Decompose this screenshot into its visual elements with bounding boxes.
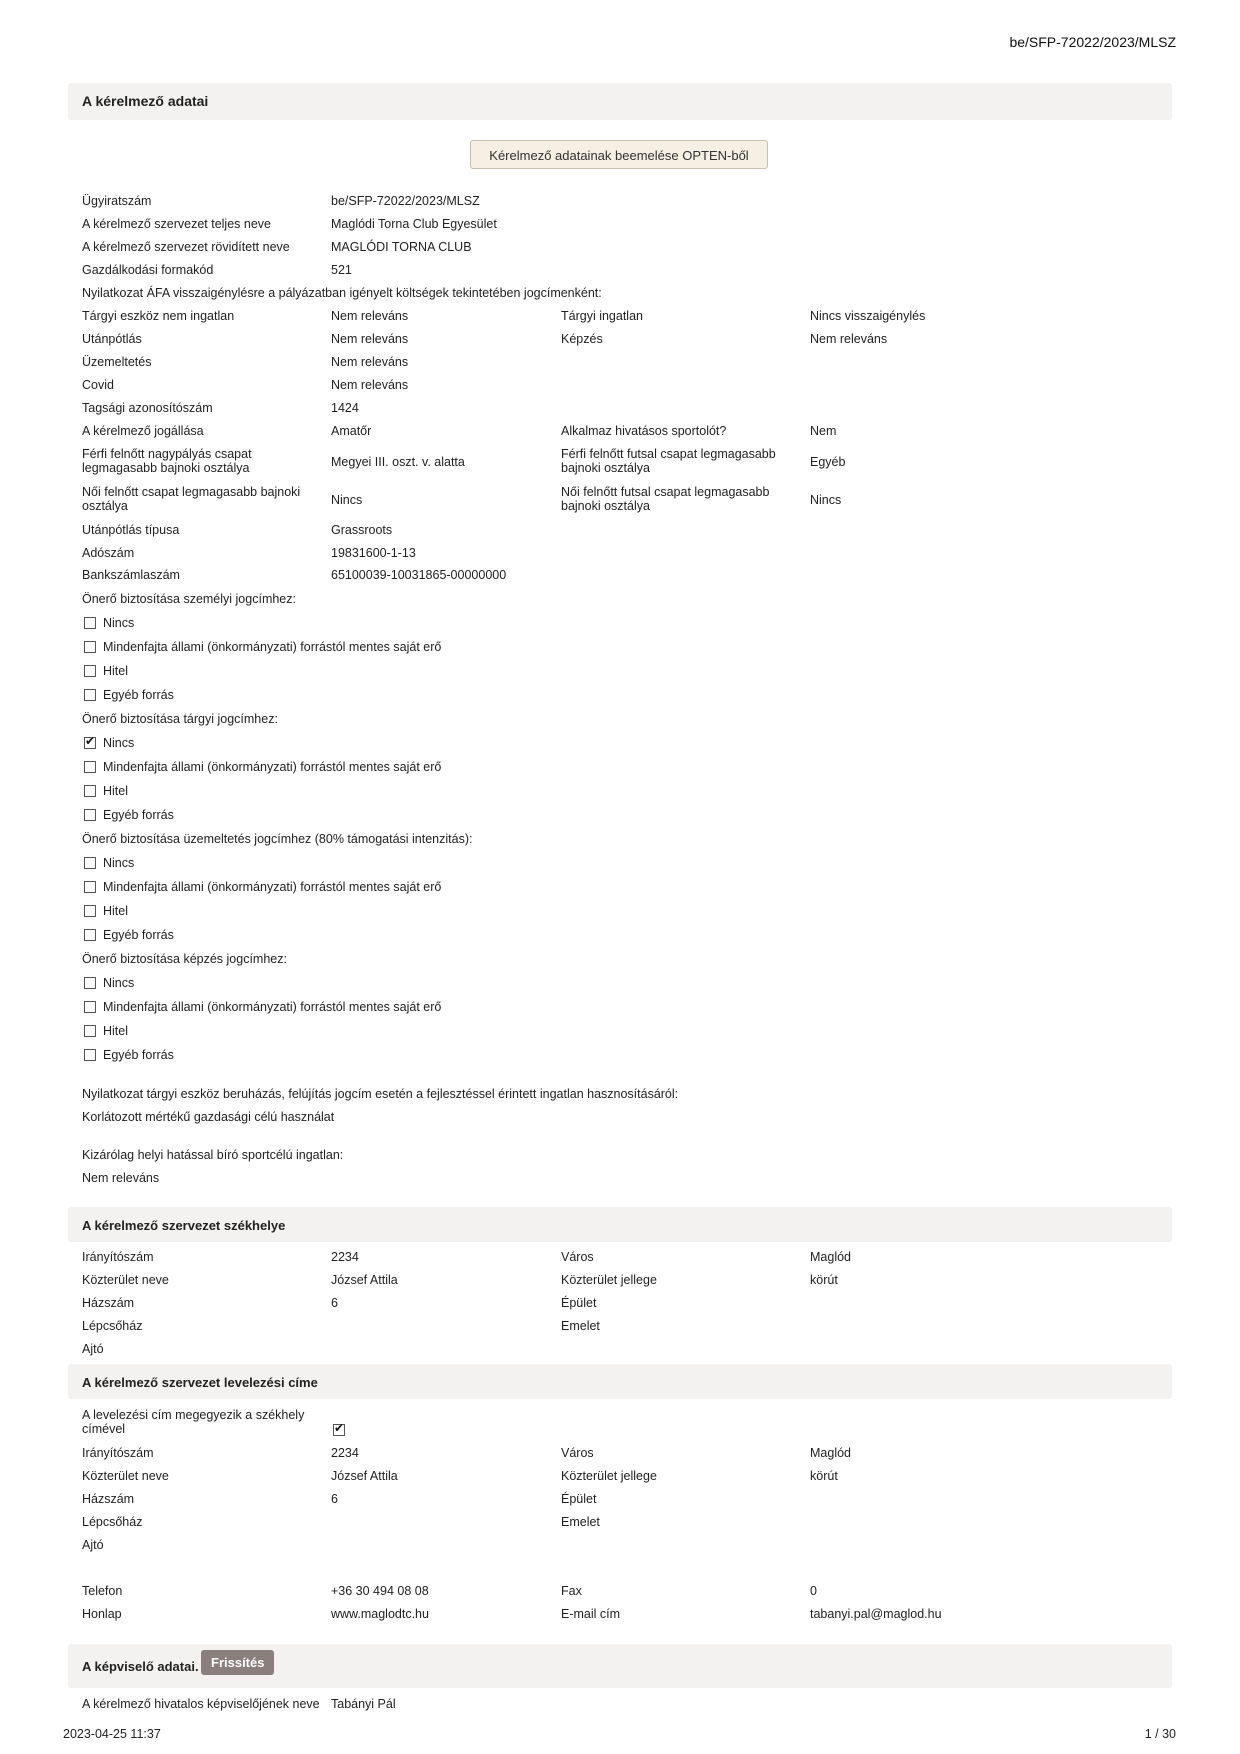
vat-row-value: Nem releváns [331, 309, 409, 323]
member-id-label: Tagsági azonosítószám [82, 401, 213, 415]
women-futsal-value: Nincs [810, 493, 842, 507]
mail-zip-value: 2234 [331, 1446, 359, 1460]
mail-building-label: Épület [561, 1492, 597, 1506]
own-funds-checkbox[interactable] [84, 785, 96, 797]
own-funds-checkbox[interactable] [84, 737, 96, 749]
pro-athlete-value: Nem [810, 424, 837, 438]
mail-house-value: 6 [331, 1492, 338, 1506]
mail-street-label: Közterület neve [82, 1469, 169, 1483]
own-funds-title: Önerő biztosítása tárgyi jogcímhez: [82, 712, 278, 726]
seat-house-value: 6 [331, 1296, 338, 1310]
own-funds-title: Önerő biztosítása üzemeltetés jogcímhez (80% támogatási intenzitás): [82, 832, 473, 846]
mail-same-checkbox[interactable] [333, 1424, 345, 1436]
seat-section-header [68, 1207, 1172, 1242]
seat-house-label: Házszám [82, 1296, 135, 1310]
mail-zip-label: Irányítószám [82, 1446, 154, 1460]
bank-account-label: Bankszámlaszám [82, 568, 180, 582]
vat-row-label: Tárgyi ingatlan [561, 309, 643, 323]
opten-import-button[interactable]: Kérelmező adatainak beemelése OPTEN-ből [470, 140, 768, 169]
tax-number-value: 19831600-1-13 [331, 546, 416, 560]
vat-row-label: Utánpótlás [82, 332, 142, 346]
vat-row-label: Üzemeltetés [82, 355, 152, 369]
women-league-label: Női felnőtt csapat legmagasabb bajnoki osztálya [82, 485, 301, 513]
vat-row-value: Nem releváns [331, 378, 409, 392]
rep-section-title: A képviselő adatai. [82, 1659, 199, 1674]
short-name-value: MAGLÓDI TORNA CLUB [331, 240, 472, 254]
phone-value: +36 30 494 08 08 [331, 1584, 429, 1598]
seat-city-value: Maglód [810, 1250, 851, 1264]
tax-number-label: Adószám [82, 546, 135, 560]
own-funds-checkbox[interactable] [84, 977, 96, 989]
mail-street-type-value: körút [810, 1469, 838, 1483]
mail-street-value: József Attila [331, 1469, 398, 1483]
vat-row-value: Nem releváns [331, 332, 409, 346]
seat-building-label: Épület [561, 1296, 597, 1310]
full-name-value: Maglódi Torna Club Egyesület [331, 217, 497, 231]
own-funds-option-label: Nincs [103, 616, 135, 630]
fax-value: 0 [810, 1584, 817, 1598]
men-league-value: Megyei III. oszt. v. alatta [331, 455, 465, 469]
seat-zip-label: Irányítószám [82, 1250, 154, 1264]
vat-row-value: Nem releváns [810, 332, 888, 346]
own-funds-option-label: Hitel [103, 1024, 129, 1038]
own-funds-option-label: Hitel [103, 664, 129, 678]
own-funds-option-label: Nincs [103, 976, 135, 990]
seat-zip-value: 2234 [331, 1250, 359, 1264]
own-funds-title: Önerő biztosítása személyi jogcímhez: [82, 592, 296, 606]
women-league-value: Nincs [331, 493, 363, 507]
mail-floor-label: Emelet [561, 1515, 600, 1529]
phone-label: Telefon [82, 1584, 123, 1598]
local-property-value: Nem releváns [82, 1171, 160, 1185]
econ-code-label: Gazdálkodási formakód [82, 263, 214, 277]
own-funds-checkbox[interactable] [84, 761, 96, 773]
own-funds-checkbox[interactable] [84, 929, 96, 941]
vat-statement: Nyilatkozat ÁFA visszaigénylésre a pályázatban igényelt költségek tekintetében jogcímenként: [82, 286, 602, 300]
own-funds-checkbox[interactable] [84, 1049, 96, 1061]
own-funds-checkbox[interactable] [84, 881, 96, 893]
vat-row-value: Nincs visszaigénylés [810, 309, 926, 323]
refresh-button[interactable]: Frissítés [201, 1650, 274, 1675]
fax-label: Fax [561, 1584, 582, 1598]
legal-status-label: A kérelmező jogállása [82, 424, 204, 438]
own-funds-checkbox[interactable] [84, 809, 96, 821]
own-funds-checkbox[interactable] [84, 641, 96, 653]
seat-stair-label: Lépcsőház [82, 1319, 143, 1333]
own-funds-checkbox[interactable] [84, 689, 96, 701]
youth-type-value: Grassroots [331, 523, 393, 537]
mail-door-label: Ajtó [82, 1538, 104, 1552]
men-league-label: Férfi felnőtt nagypályás csapat legmagasabb bajnoki osztálya [82, 447, 252, 475]
seat-section-title: A kérelmező szervezet székhelye [82, 1218, 286, 1233]
short-name-label: A kérelmező szervezet rövidített neve [82, 240, 290, 254]
mail-section-header [68, 1364, 1172, 1399]
mail-section-title: A kérelmező szervezet levelezési címe [82, 1375, 318, 1390]
case-number-value: be/SFP-72022/2023/MLSZ [331, 194, 480, 208]
own-funds-option-label: Mindenfajta állami (önkormányzati) forrástól mentes saját erő [103, 880, 442, 894]
men-futsal-value: Egyéb [810, 455, 846, 469]
youth-type-label: Utánpótlás típusa [82, 523, 180, 537]
seat-door-label: Ajtó [82, 1342, 104, 1356]
econ-code-value: 521 [331, 263, 352, 277]
own-funds-option-label: Mindenfajta állami (önkormányzati) forrástól mentes saját erő [103, 760, 442, 774]
legal-status-value: Amatőr [331, 424, 372, 438]
seat-street-label: Közterület neve [82, 1273, 169, 1287]
own-funds-option-label: Mindenfajta állami (önkormányzati) forrástól mentes saját erő [103, 640, 442, 654]
footer-timestamp: 2023-04-25 11:37 [63, 1727, 161, 1741]
document-id: be/SFP-72022/2023/MLSZ [1009, 34, 1176, 50]
bank-account-value: 65100039-10031865-00000000 [331, 568, 507, 582]
email-label: E-mail cím [561, 1607, 621, 1621]
pro-athlete-label: Alkalmaz hivatásos sportolót? [561, 424, 727, 438]
own-funds-checkbox[interactable] [84, 905, 96, 917]
own-funds-title: Önerő biztosítása képzés jogcímhez: [82, 952, 287, 966]
own-funds-checkbox[interactable] [84, 1025, 96, 1037]
own-funds-checkbox[interactable] [84, 857, 96, 869]
mail-street-type-label: Közterület jellege [561, 1469, 657, 1483]
own-funds-checkbox[interactable] [84, 665, 96, 677]
case-number-label: Ügyiratszám [82, 194, 152, 208]
mail-house-label: Házszám [82, 1492, 135, 1506]
vat-row-label: Tárgyi eszköz nem ingatlan [82, 309, 235, 323]
seat-street-value: József Attila [331, 1273, 398, 1287]
own-funds-checkbox[interactable] [84, 617, 96, 629]
mail-same-label: A levelezési cím megegyezik a székhely címével [82, 1408, 305, 1436]
seat-floor-label: Emelet [561, 1319, 600, 1333]
vat-row-label: Képzés [561, 332, 603, 346]
seat-street-type-label: Közterület jellege [561, 1273, 657, 1287]
seat-city-label: Város [561, 1250, 594, 1264]
web-value: www.maglodtc.hu [331, 1607, 429, 1621]
men-futsal-label: Férfi felnőtt futsal csapat legmagasabb bajnoki osztálya [561, 447, 776, 475]
vat-row-value: Nem releváns [331, 355, 409, 369]
own-funds-option-label: Egyéb forrás [103, 928, 174, 942]
footer-page-number: 1 / 30 [1144, 1727, 1176, 1741]
own-funds-option-label: Egyéb forrás [103, 688, 174, 702]
mail-city-value: Maglód [810, 1446, 851, 1460]
local-property-label: Kizárólag helyi hatással bíró sportcélú ingatlan: [82, 1148, 344, 1162]
own-funds-option-label: Hitel [103, 784, 129, 798]
property-use-label: Nyilatkozat tárgyi eszköz beruházás, felújítás jogcím esetén a fejlesztéssel érintett ingatlan hasznosításáról: [82, 1087, 679, 1101]
own-funds-option-label: Nincs [103, 736, 135, 750]
property-use-value: Korlátozott mértékű gazdasági célú használat [82, 1110, 335, 1124]
web-label: Honlap [82, 1607, 122, 1621]
rep-name-value: Tabányi Pál [331, 1697, 396, 1711]
email-value: tabanyi.pal@maglod.hu [810, 1607, 942, 1621]
own-funds-option-label: Hitel [103, 904, 129, 918]
member-id-value: 1424 [331, 401, 359, 415]
own-funds-option-label: Egyéb forrás [103, 1048, 174, 1062]
vat-row-label: Covid [82, 378, 114, 392]
mail-city-label: Város [561, 1446, 594, 1460]
own-funds-option-label: Nincs [103, 856, 135, 870]
mail-stair-label: Lépcsőház [82, 1515, 143, 1529]
own-funds-option-label: Mindenfajta állami (önkormányzati) forrástól mentes saját erő [103, 1000, 442, 1014]
seat-street-type-value: körút [810, 1273, 838, 1287]
women-futsal-label: Női felnőtt futsal csapat legmagasabb bajnoki osztálya [561, 485, 770, 513]
applicant-section-header [68, 83, 1172, 120]
own-funds-option-label: Egyéb forrás [103, 808, 174, 822]
own-funds-checkbox[interactable] [84, 1001, 96, 1013]
rep-name-label: A kérelmező hivatalos képviselőjének neve [82, 1697, 320, 1711]
full-name-label: A kérelmező szervezet teljes neve [82, 217, 271, 231]
applicant-section-title: A kérelmező adatai [82, 93, 209, 109]
